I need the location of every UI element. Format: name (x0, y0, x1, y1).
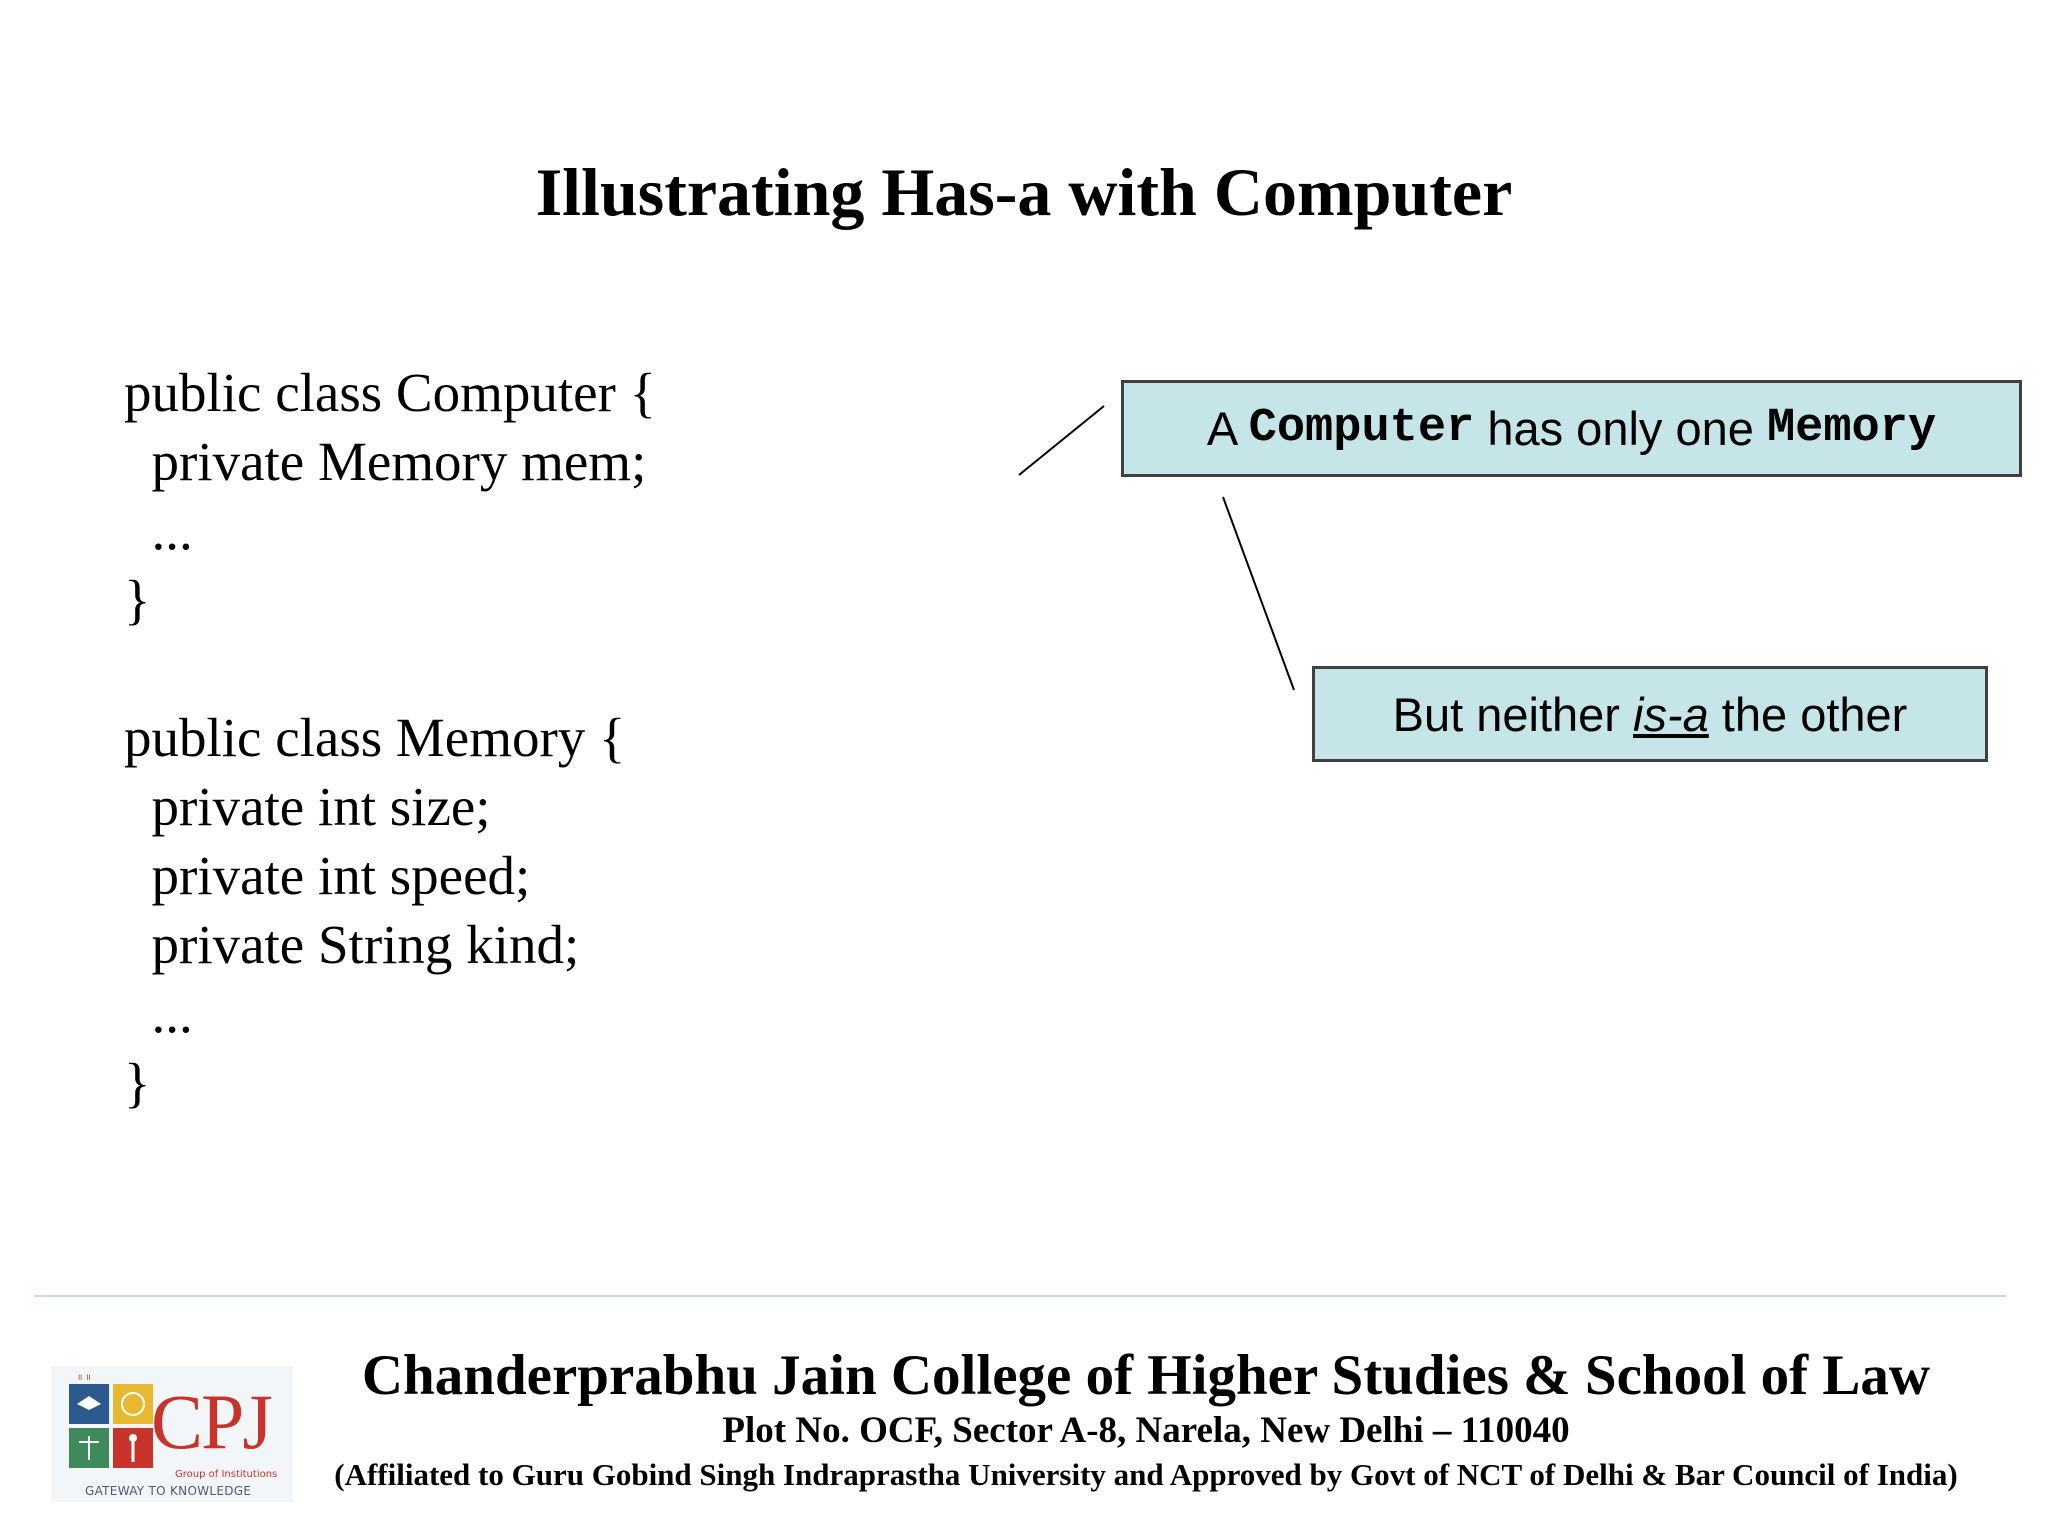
callout-has-one-memory (1121, 380, 2022, 477)
code-line: ... (124, 500, 193, 561)
callout-2-pointer (1223, 497, 1294, 690)
code-line: private int speed; (124, 845, 531, 906)
logo-gateway-text: GATEWAY TO KNOWLEDGE (85, 1484, 252, 1498)
code-line: private Memory mem; (124, 431, 647, 492)
logo-letters: CPJ (151, 1378, 271, 1465)
callout-2-emphasis: is-a (1633, 687, 1709, 741)
callout-1-code-memory: Memory (1766, 402, 1937, 455)
college-address: Plot No. OCF, Sector A-8, Narela, New Delhi – 110040 (722, 1410, 1570, 1451)
footer-divider (34, 1295, 2006, 1297)
slide-title: Illustrating Has-a with Computer (535, 154, 1513, 230)
college-info (306, 1343, 1986, 1497)
logo-motto-mark: ॥ ॥ (77, 1373, 91, 1383)
code-line: private String kind; (124, 914, 580, 975)
callout-neither-is-a (1312, 666, 1988, 762)
code-line: ... (124, 983, 193, 1044)
callout-1-code-computer: Computer (1248, 402, 1475, 455)
logo-group-text: Group of Institutions (175, 1469, 278, 1480)
callout-2-prefix: But neither (1392, 687, 1634, 741)
callout-1-pointer (1019, 406, 1104, 475)
college-affiliation: (Affiliated to Guru Gobind Singh Indraprastha University and Approved by Govt of NCT of Delhi & Bar Council of India) (334, 1457, 1958, 1492)
logo-shield-icon (67, 1382, 157, 1478)
callout-1-prefix: A (1206, 402, 1249, 455)
callout-1-middle: has only one (1474, 402, 1767, 455)
code-line: } (124, 1052, 151, 1113)
code-line: public class Memory { (124, 707, 626, 768)
code-line: } (124, 569, 151, 630)
code-line: public class Computer { (124, 362, 657, 423)
college-logo (51, 1366, 293, 1502)
college-name: Chanderprabhu Jain College of Higher Studies & School of Law (361, 1344, 1931, 1407)
callout-2-suffix: the other (1708, 687, 1908, 741)
code-line: private int size; (124, 776, 491, 837)
